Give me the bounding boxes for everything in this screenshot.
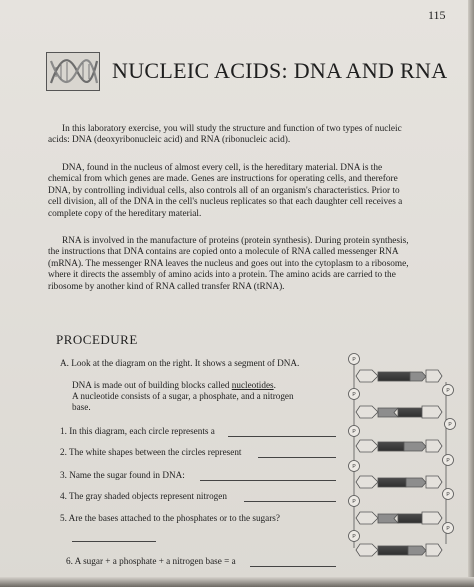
base-pair-row (356, 544, 442, 556)
question-2: 2. The white shapes between the circles represent (60, 447, 242, 457)
nucleotide-definition-line-1 (72, 380, 276, 391)
nucleotide-term: nucleotides (231, 380, 274, 390)
base-pair-row (356, 512, 442, 524)
base-pair-row (356, 440, 442, 452)
question-4: 4. The gray shaded objects represent nitrogen (60, 491, 227, 501)
intro-paragraph: In this laboratory exercise, you will study the structure and function of two types of nucleic acids: DNA (deoxyribonucleic acid) and RNA (ribonucleic acid). (48, 124, 402, 146)
phosphate-label: P (352, 357, 356, 363)
section-a-instruction: A. Look at the diagram on the right. It shows a segment of DNA. (60, 358, 300, 368)
question-3: 3. Name the sugar found in DNA: (60, 470, 185, 480)
dna-paragraph: DNA, found in the nucleus of almost every cell, is the hereditary material. DNA is the chemical from which genes are made. Genes are instructions for operating cells, and therefore DNA, by controlling individual cells, also controls all of an organism's characteristics. Prior to cell division, all of the DNA in the cell's nucleus replicates so that each daughter cell receives a complete copy of the hereditary material. (48, 163, 403, 219)
nucleotide-prefix: DNA is made out of building blocks called (72, 380, 232, 390)
phosphate-circle (445, 419, 456, 430)
procedure-heading: PROCEDURE (56, 332, 138, 347)
phosphate-label: P (446, 388, 450, 394)
dna-segment-diagram (342, 348, 462, 578)
answer-blank-2[interactable] (258, 457, 336, 458)
phosphate-circle (349, 496, 360, 507)
page-number: 115 (428, 8, 446, 22)
phosphate-circle (443, 523, 454, 534)
question-6: 6. A sugar + a phosphate + a nitrogen base = a (66, 556, 236, 566)
base-pair-row (356, 370, 442, 382)
phosphate-label: P (352, 392, 356, 398)
phosphate-circle (349, 531, 360, 542)
phosphate-label: P (352, 464, 356, 470)
page-title: NUCLEIC ACIDS: DNA AND RNA (112, 58, 448, 83)
base-pair-row (356, 476, 442, 488)
answer-blank-1[interactable] (228, 436, 336, 437)
phosphate-label: P (446, 458, 450, 464)
phosphate-label: P (352, 499, 356, 505)
phosphate-label: P (352, 534, 356, 540)
nucleotide-suffix: . (273, 380, 276, 390)
phosphate-circle (349, 426, 360, 437)
answer-blank-6[interactable] (250, 566, 336, 567)
phosphate-circle (443, 489, 454, 500)
phosphate-circle (349, 389, 360, 400)
phosphate-label: P (446, 492, 450, 498)
phosphate-label: P (352, 429, 356, 435)
question-5: 5. Are the bases attached to the phosphates or to the sugars? (60, 513, 280, 523)
phosphate-circle (349, 461, 360, 472)
page-bottom-shadow (0, 577, 474, 587)
answer-blank-5[interactable] (72, 541, 156, 542)
question-1: 1. In this diagram, each circle represents a (60, 426, 215, 436)
dna-helix-icon (46, 52, 100, 91)
phosphate-circle (443, 455, 454, 466)
phosphate-circle (443, 385, 454, 396)
phosphate-label: P (448, 422, 452, 428)
base-pair-row (356, 406, 442, 418)
answer-blank-4[interactable] (244, 501, 336, 502)
rna-paragraph: RNA is involved in the manufacture of proteins (protein synthesis). During protein synthesis, the instructions that DNA contains are copied onto a molecule of RNA called messenger RNA (mRNA). The messenger RNA leaves the nucleus and goes out into the cytoplasm to a ribosome, where it directs the assembly of amino acids into a protein. The amino acids are carried to the ribosome by another kind of RNA called transfer RNA (tRNA). (48, 236, 409, 292)
answer-blank-3[interactable] (200, 480, 336, 481)
nucleotide-definition-line-3: base. (72, 402, 91, 412)
phosphate-circle (349, 354, 360, 365)
phosphate-label: P (446, 526, 450, 532)
page-edge-shadow (468, 0, 474, 587)
nucleotide-definition-line-2: A nucleotide consists of a sugar, a phosphate, and a nitrogen (72, 391, 294, 401)
